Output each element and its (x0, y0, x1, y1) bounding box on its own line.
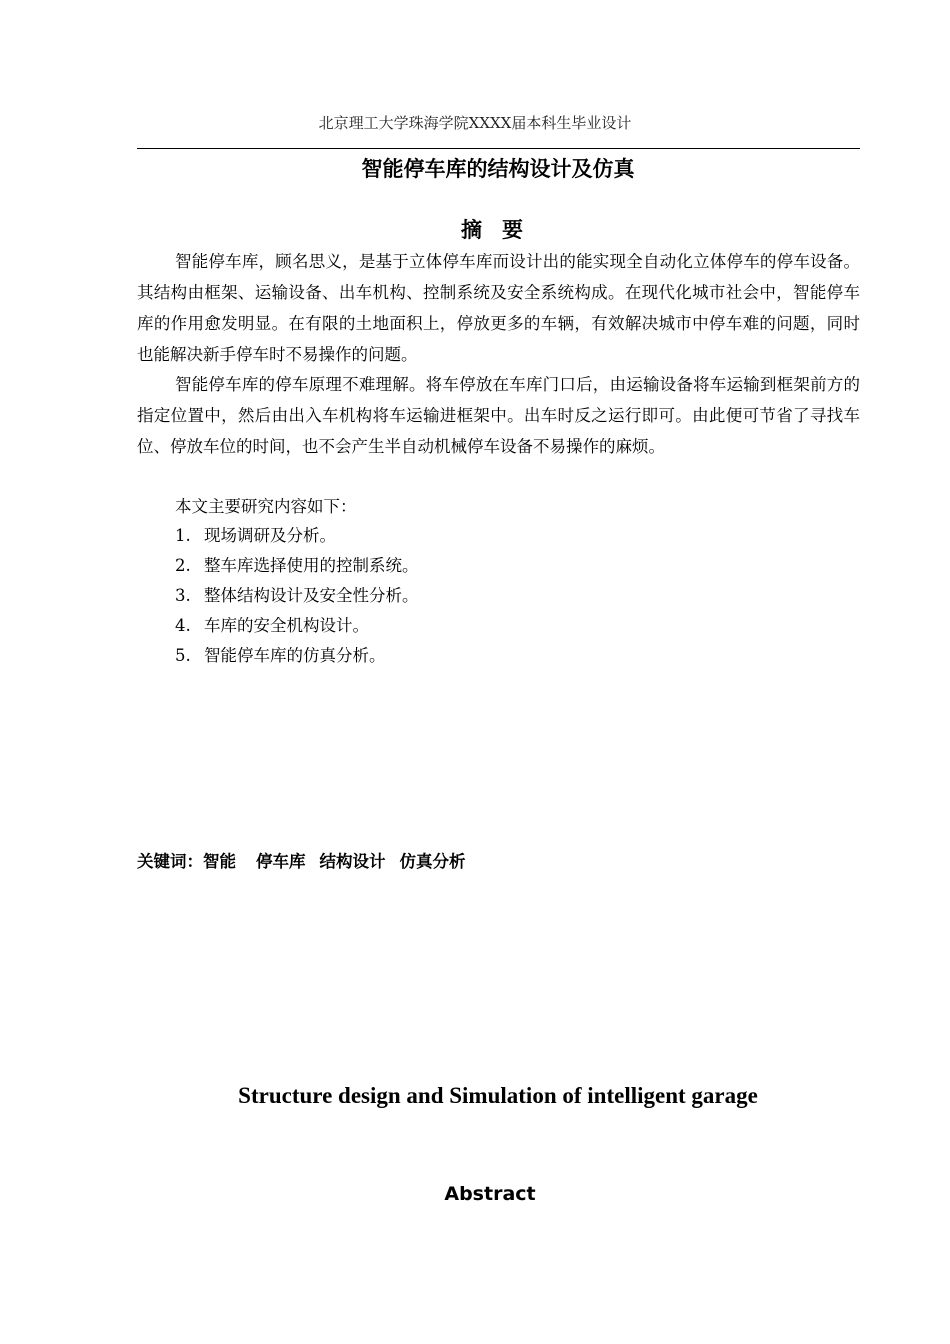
list-item-number: 2. (175, 556, 191, 575)
abstract-paragraph-1: 智能停车库，顾名思义，是基于立体停车库而设计出的能实现全自动化立体停车的停车设备。其结构由框架、运输设备、出车机构、控制系统及安全系统构成。在现代化城市社会中，智能停车库的作用愈发明显。在有限的土地面积上，停放更多的车辆，有效解决城市中停车难的问题，同时也能解决新手停车时不易操作的问题。 (137, 252, 860, 364)
list-item (175, 641, 419, 671)
research-content-intro: 本文主要研究内容如下： (175, 497, 357, 516)
keywords-line (137, 848, 480, 872)
list-item-number: 5. (175, 646, 191, 665)
list-item-number: 1. (175, 526, 191, 545)
list-item-text: 车库的安全机构设计。 (204, 616, 369, 635)
keyword: 停车库 (256, 852, 306, 871)
list-item-text: 现场调研及分析。 (204, 526, 336, 545)
keyword: 智能 (203, 852, 236, 871)
document-title-cn: 智能停车库的结构设计及仿真 (361, 157, 635, 181)
list-item (175, 611, 419, 641)
list-item-text: 整车库选择使用的控制系统。 (204, 556, 419, 575)
running-head: 北京理工大学珠海学院XXXX届本科生毕业设计 (318, 114, 632, 132)
list-item (175, 581, 419, 611)
research-content-list (175, 521, 419, 671)
list-item-text: 智能停车库的仿真分析。 (204, 646, 386, 665)
list-item-text: 整体结构设计及安全性分析。 (204, 586, 419, 605)
keyword: 仿真分析 (399, 852, 466, 871)
list-item-number: 4. (175, 616, 191, 635)
abstract-heading-cn: 摘要 (461, 218, 543, 242)
list-item-number: 3. (175, 586, 191, 605)
header-divider (137, 148, 860, 149)
keyword: 结构设计 (319, 852, 386, 871)
list-item (175, 521, 419, 551)
keywords-label: 关键词： (137, 852, 203, 871)
abstract-paragraph-2: 智能停车库的停车原理不难理解。将车停放在车库门口后，由运输设备将车运输到框架前方的指定位置中，然后由出入车机构将车运输进框架中。出车时反之运行即可。由此便可节省了寻找车位、停放车位的时间，也不会产生半自动机械停车设备不易操作的麻烦。 (137, 375, 860, 456)
list-item (175, 551, 419, 581)
abstract-heading-en: Abstract (444, 1183, 536, 1205)
document-title-en: Structure design and Simulation of intelligent garage (238, 1083, 758, 1108)
